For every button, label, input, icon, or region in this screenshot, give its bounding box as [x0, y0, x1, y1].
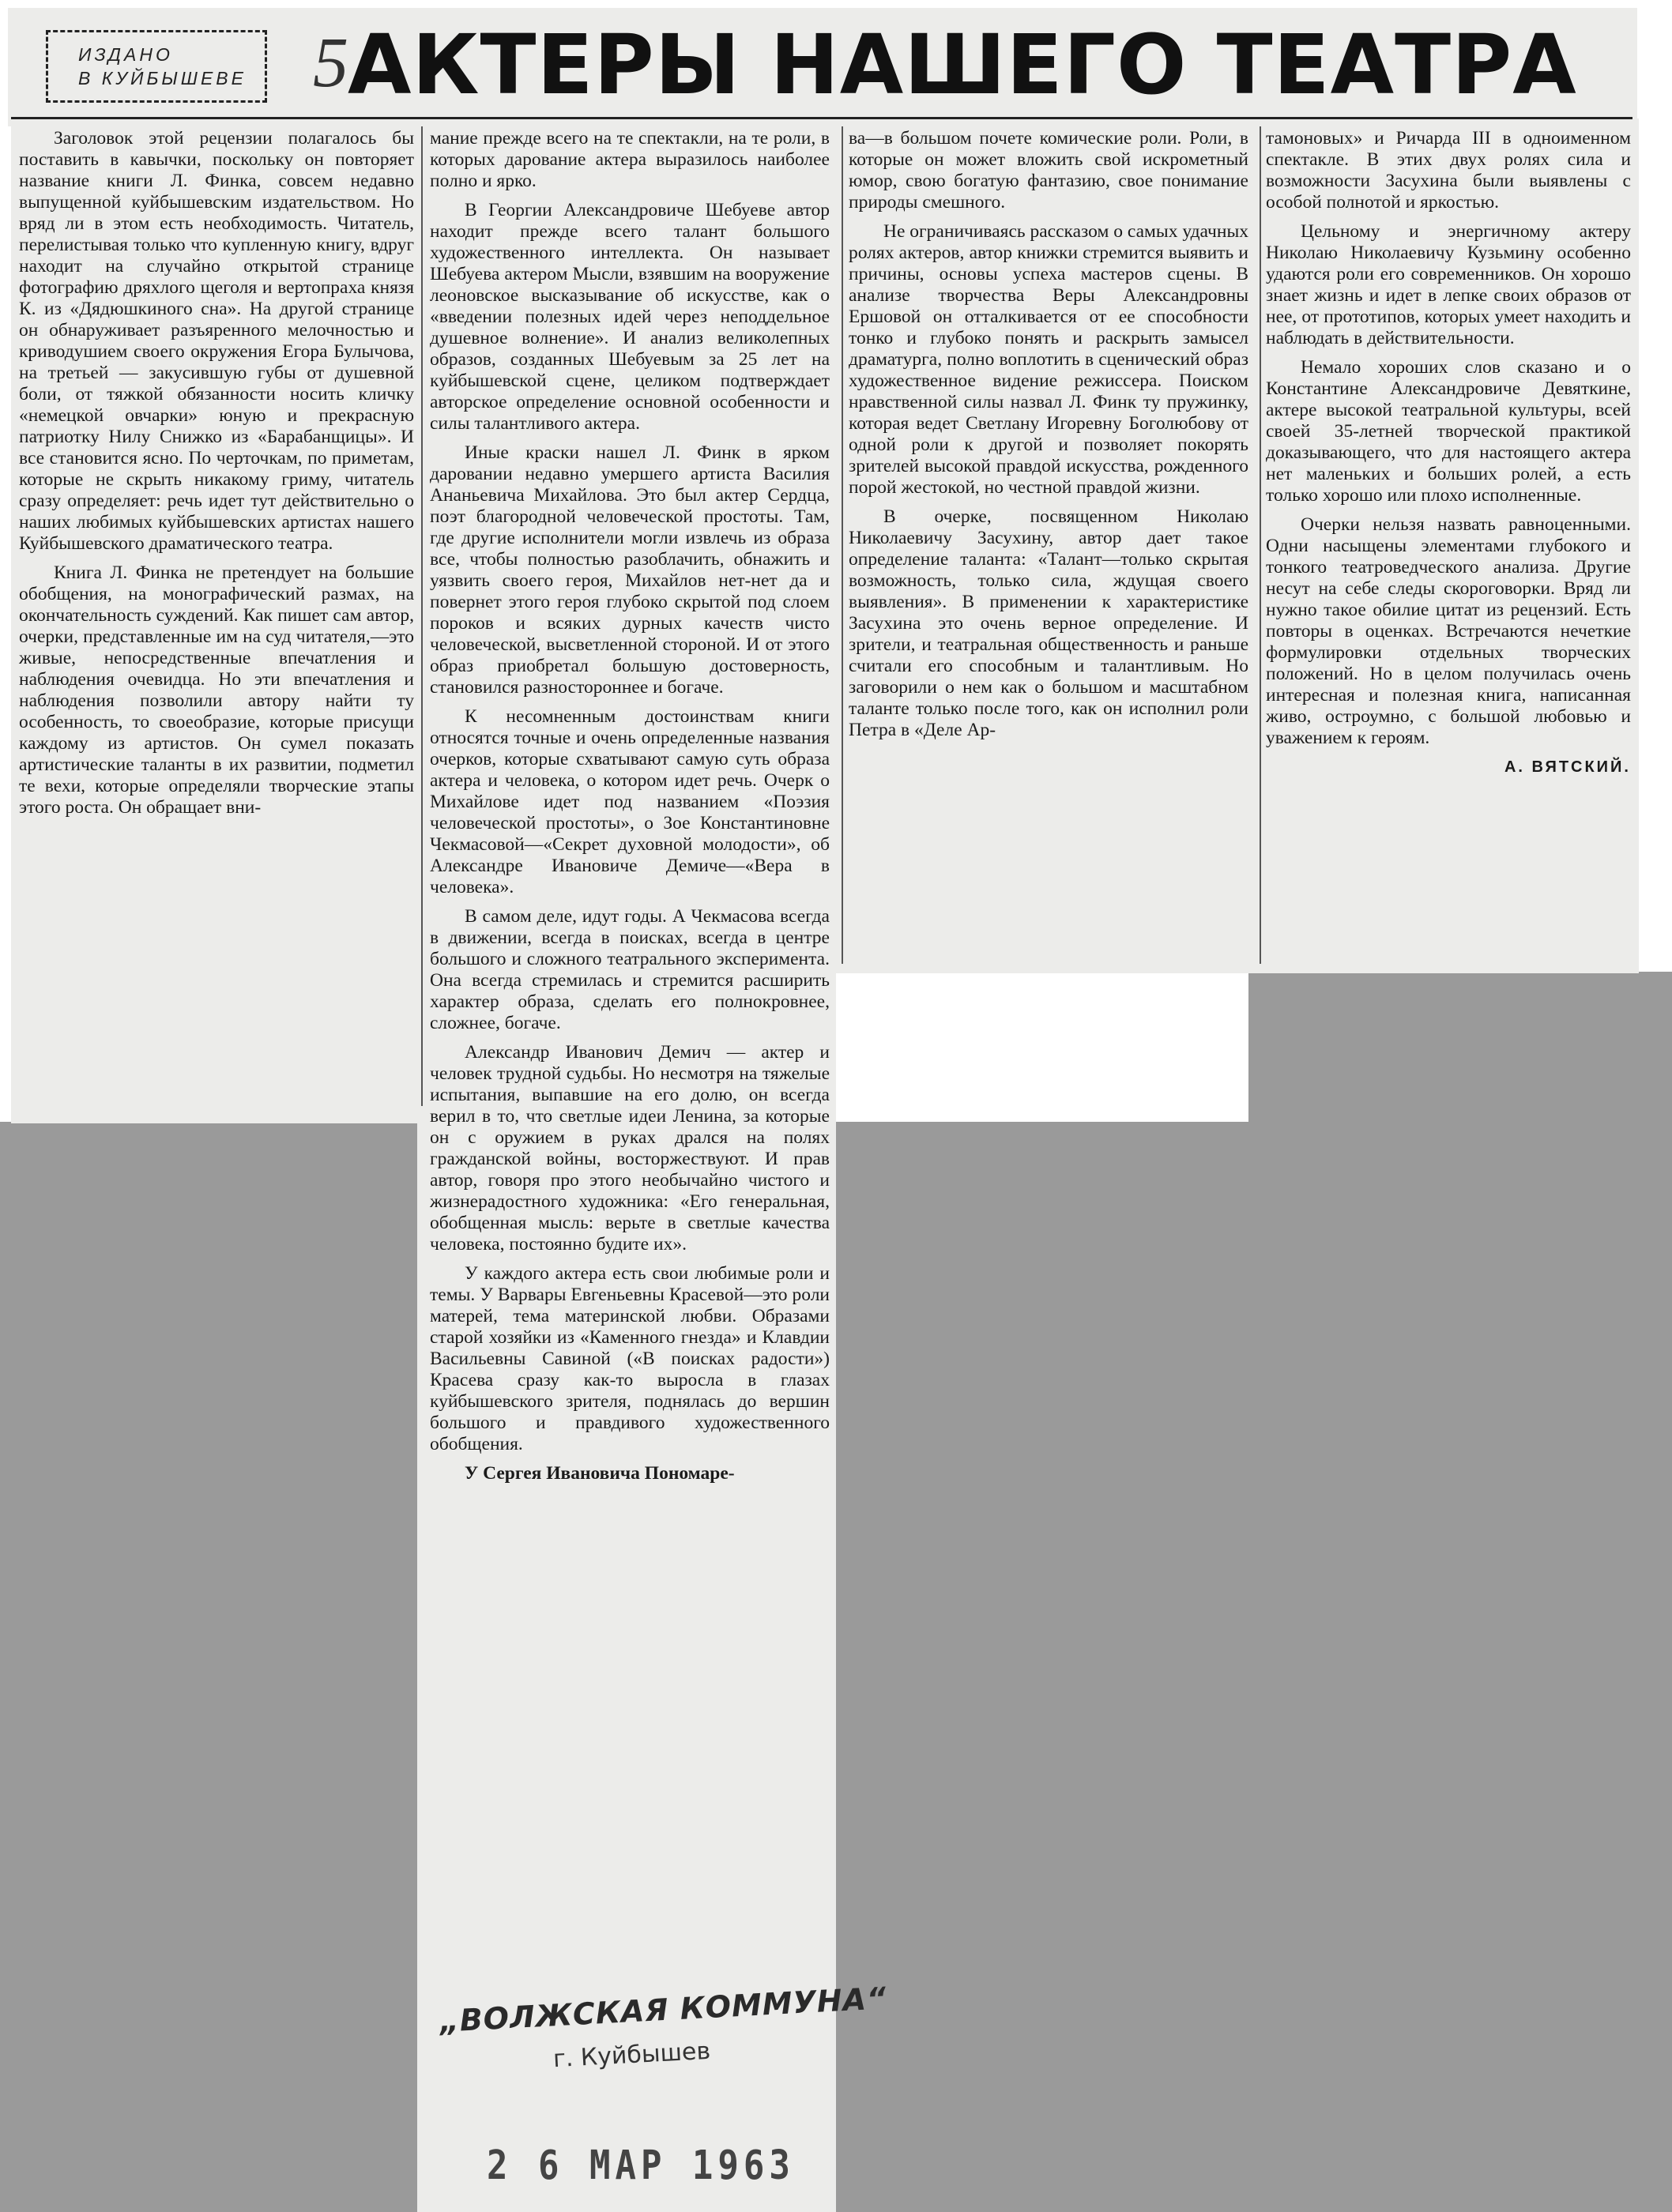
column-rule-2: [842, 126, 843, 964]
paragraph: Заголовок этой рецензии полагалось бы поставить в кавычки, поскольку он повторяет название книги Л. Финка, совсем недавно выпущенной куйбышевским издательством. Но вряд ли в этом есть необходимость. Читатель, перелистывая только что купленную книгу, вдруг находит на случайно открытой странице фотографию дряхлого щеголя и вертопраха князя К. из «Дядюшкиного сна». На другой странице он обнаруживает разъяренного мелочностью и криводушием своего окружения Егора Булычова, на третьей — закусившую губы от душевной боли, от тяжкой обязанности носить кличку «немецкой овчарки» юную и прекрасную патриотку Нилу Снижко из «Барабанщицы». И все становится ясно. По черточкам, по приметам, которые не скрыть никакому гриму, читатель сразу определяет: речь идет тут действительно о наших любимых куйбышевских артистах нашего Куйбышевского драматического театра.: [19, 128, 414, 554]
paragraph: У каждого актера есть свои любимые роли и темы. У Варвары Евгеньевны Красевой—это роли матерей, тема материнской любви. Образами старой хозяйки из «Каменного гнезда» и Клавдии Васильевны Савиной («В поисках радости») Красева сразу как-то выросла в глазах куйбышевского зрителя, поднялась до вершин большого и правдивого художественного обобщения.: [430, 1263, 830, 1454]
paragraph: Книга Л. Финка не претендует на большие обобщения, на монографический размах, на окончательность суждений. Как пишет сам автор, очерки, представленные им на суд читателя,—это живые, непосредственные впечатления и наблюдения очевидца. Но эти впечатления и наблюдения позволили автору найти ту особенность, то своеобразие, которые присущи каждому из артистов. Он сумел показать артистические таланты в их развитии, подметил те вехи, которые определяли творческие этапы этого роста. Он обращает вни-: [19, 562, 414, 818]
paragraph: мание прежде всего на те спектакли, на те роли, в которых дарование актера выразилось наиболее полно и ярко.: [430, 128, 830, 191]
published-in-kuibyshev-badge: [46, 30, 267, 103]
badge-line-1: ИЗДАНО: [78, 44, 173, 65]
paragraph: Цельному и энергичному актеру Николаю Николаевичу Кузьмину особенно удаются роли его современников. Он хорошо знает жизнь и идет в лепке своих образов от нее, от прототипов, которых умеет находить и наблюдать в действительности.: [1266, 221, 1631, 348]
paragraph: Не ограничиваясь рассказом о самых удачных ролях актеров, автор книжки стремится выявить и причины, основы успеха мастеров сцены. В анализе творчества Веры Александровны Ершовой он отталкивается от ее способности тонко и глубоко понять и раскрыть замысел драматурга, полно воплотить в сценический образ художественное видение режиссера. Поиском нравственной силы назвал Л. Финк ту пружинку, которая ведет Светлану Игоревну Боголюбову от одной роли к другой и позволяет покорять зрителей высокой правдой искусства, рожденного порой жестокой, но честной правдой жизни.: [849, 221, 1248, 498]
column-4: [1266, 128, 1631, 778]
date-stamp: 2 6 МАР 1963: [487, 2142, 795, 2189]
paragraph: В самом деле, идут годы. А Чекмасова всегда в движении, всегда в поисках, всегда в центре большого и сложного театрального эксперимента. Она всегда стремилась и стремится расширить характер образа, сделать его полнокровнее, сложнее, богаче.: [430, 906, 830, 1033]
badge-line-2: В КУЙБЫШЕВЕ: [78, 68, 247, 88]
headline: АКТЕРЫ НАШЕГО ТЕАТРА: [348, 17, 1577, 113]
paragraph: К несомненным достоинствам книги относятся точные и очень определенные названия очерков, которые схватывают самую суть образа актера и человека, о котором идет речь. Очерк о Михайлове идет под названием «Поэзия человеческой простоты», о Зое Константиновне Чекмасовой—«Секрет духовной молодости», об Александре Ивановиче Демиче—«Вера в человека».: [430, 706, 830, 897]
newspaper-stamp: „ВОЛЖСКАЯ КОММУНА“: [439, 1981, 888, 2039]
headline-rule: [11, 117, 1632, 119]
column-rule-3: [1260, 126, 1261, 964]
column-3: [849, 128, 1248, 749]
background-backdrop: [0, 1122, 1672, 2212]
paragraph: Очерки нельзя назвать равноценными. Одни насыщены элементами глубокого и тонкого театроведческого анализа. Другие несут на себе следы скороговорки. Вряд ли нужно такое обилие цитат из рецензий. Есть повторы в оценках. Встречаются нечеткие формулировки отдельных творческих положений. Но в целом получилась очень интересная и полезная книга, написанная живо, остроумно, с большой любовью и уважением к героям.: [1266, 514, 1631, 748]
paragraph: тамоновых» и Ричарда III в одноименном спектакле. В этих двух ролях сила и возможности Засухина были выявлены с особой полнотой и яркостью.: [1266, 128, 1631, 213]
paragraph: Немало хороших слов сказано и о Константине Александровиче Девяткине, актере высокой театральной культуры, всей своей 35-летней творческой практикой доказывающего, что для настоящего актера нет маленьких и больших ролей, а есть только хорошо или плохо исполненные.: [1266, 357, 1631, 506]
handwritten-mark: 5: [313, 24, 348, 102]
paragraph: ва—в большом почете комические роли. Роли, в которые он может вложить свой искрометный юмор, свою богатую фантазию, свое понимание природы смешного.: [849, 128, 1248, 213]
paragraph: Александр Иванович Демич — актер и человек трудной судьбы. Но несмотря на тяжелые испытания, выпавшие на его долю, он всегда верил в то, что светлые идеи Ленина, за которые он с оружием в руках дрался на полях гражданской войны, восторжествуют. И прав автор, говоря про этого необычайно чистого и жизнерадостного художника: «Его генеральная, обобщенная мысль: верьте в светлые качества человека, постоянно будите их».: [430, 1042, 830, 1255]
column-1: [19, 128, 414, 826]
paragraph: В очерке, посвященном Николаю Николаевичу Засухину, автор дает такое определение таланта: «Талант—только скрытая возможность, только сила, ждущая своего выявления». В применении к характеристике Засухина это очень верное определение. И зрители, и театральная общественность и раньше считали его способным и талантливым. Но заговорили о нем как о большом и масштабном таланте только после того, как он исполнил роли Петра в «Деле Ар-: [849, 506, 1248, 740]
background-backdrop-right: [1248, 972, 1672, 1122]
column-2: [430, 128, 830, 1492]
author-signature: А. ВЯТСКИЙ.: [1504, 758, 1631, 776]
paragraph: В Георгии Александровиче Шебуеве автор находит прежде всего талант большого художественного интеллекта. Он называет Шебуева актером Мысли, взявшим на вооружение леоновское высказывание об искусстве, как о «введении полезных идей через неподдельное душевное волнение». И анализ великолепных образов, созданных Шебуевым за 25 лет на куйбышевской сцене, целиком подтверждает авторское определение основной особенности и силы талантливого актера.: [430, 200, 830, 434]
paragraph: У Сергея Ивановича Пономаре-: [465, 1463, 735, 1484]
column-rule-1: [421, 126, 423, 1106]
paragraph: Иные краски нашел Л. Финк в ярком даровании недавно умершего артиста Василия Ананьевича Михайлова. Это был актер Сердца, поэт благородной человеческой простоты. Там, где другие исполнители могли извлечь из образа все, чтобы полностью разоблачить, обнажить и уязвить своего героя, Михайлов нет-нет да и повернет этого героя глубоко скрытой под слоем пороков и всяких дурных качеств чисто человеческой, высветленной стороной. И от этого образ приобретал большую достоверность, становился разностороннее и богаче.: [430, 442, 830, 698]
stamp-city: г. Куйбышев: [552, 2037, 711, 2074]
